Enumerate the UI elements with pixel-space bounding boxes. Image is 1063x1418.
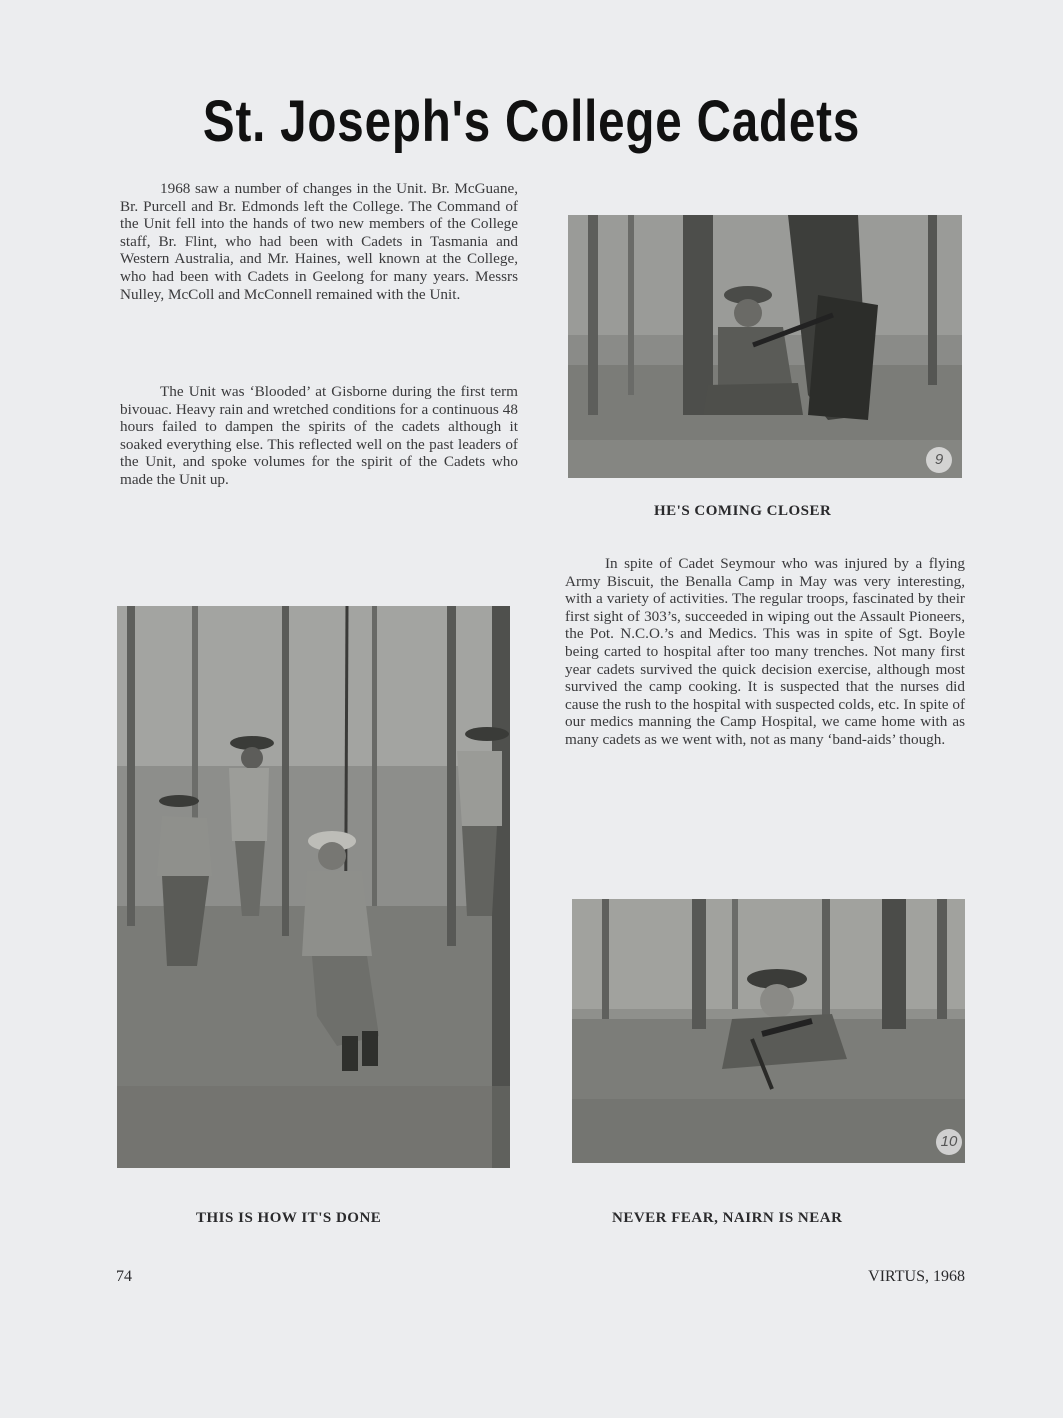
photo-cadet-on-rope <box>117 606 510 1168</box>
page-title: St. Joseph's College Cadets <box>202 89 861 154</box>
photo-image <box>568 215 962 478</box>
photo-caption: HE'S COMING CLOSER <box>654 503 832 519</box>
gisborne-paragraph <box>120 383 518 489</box>
publication-name: VIRTUS, 1968 <box>868 1268 965 1285</box>
photo-number-label: 9 <box>926 447 952 473</box>
paragraph-text: 1968 saw a number of changes in the Unit. Br. McGuane, Br. Purcell and Br. Edmonds left the College. The Command of the Unit fell into the hands of two new members of the College staff, Br. Flint, who had been with Cadets in Tasmania and Western Australia, and Mr. Haines, well known at the College, who had been with Cadets in Geelong for many years. Messrs Nulley, McColl and McConnell remained with the Unit. <box>120 180 518 303</box>
photo-cadet-prone <box>572 899 965 1163</box>
photo-number-label: 10 <box>936 1129 962 1155</box>
photo-soldier-by-tree <box>568 215 962 478</box>
photo-caption: NEVER FEAR, NAIRN IS NEAR <box>612 1210 843 1226</box>
photo-caption: THIS IS HOW IT'S DONE <box>196 1210 382 1226</box>
paragraph-text: In spite of Cadet Seymour who was injured by a flying Army Biscuit, the Benalla Camp in May was very interesting, with a variety of activities. The regular troops, fascinated by their first sight of 303’s, succeeded in wiping out the Assault Pioneers, the Pot. N.C.O.’s and Medics. This was in spite of Sgt. Boyle being carted to hospital after too many trenches. Not many first year cadets survived the quick decision exercise, although most survived the camp cooking. It is suspected that the nurses did cause the rush to the hospital with suspected colds, etc. In spite of our medics manning the Camp Hospital, we came home with as many cadets as we went with, not as many ‘band-aids’ though. <box>565 555 965 748</box>
benalla-paragraph <box>565 555 965 749</box>
page-number: 74 <box>116 1268 132 1285</box>
intro-paragraph <box>120 180 518 303</box>
paragraph-text: The Unit was ‘Blooded’ at Gisborne during the first term bivouac. Heavy rain and wretched conditions for a continuous 48 hours failed to dampen the spirits of the cadets although it soaked everything else. This reflected well on the past leaders of the Unit, and spoke volumes for the spirit of the Cadets who made the Unit up. <box>120 383 518 488</box>
photo-image <box>117 606 510 1168</box>
photo-image <box>572 899 965 1163</box>
